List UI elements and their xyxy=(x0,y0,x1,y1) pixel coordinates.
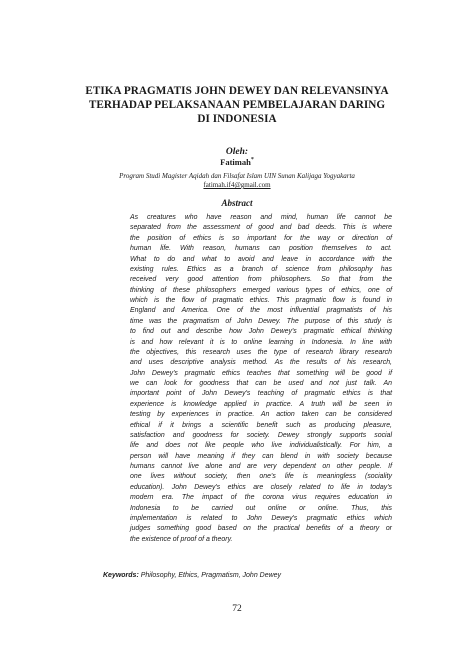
abstract-body xyxy=(130,213,392,545)
abstract-line: existing rules. Ethics as a branch of science from philosophy has xyxy=(130,265,392,273)
author-name xyxy=(0,157,474,167)
keywords-label: Keywords: xyxy=(103,572,139,579)
abstract-line: and uses descriptive analysis method. As the results of his research, xyxy=(130,359,392,367)
author-name-text: Fatimah xyxy=(220,157,251,167)
abstract-line: the position of ethics is so important for the way or direction of xyxy=(130,234,392,242)
abstract-line: which is the flow of pragmatic ethics. This pragmatic flow is found in xyxy=(130,297,392,304)
abstract-line: humans cannot live alone and are very dependent on other people. If xyxy=(130,463,392,470)
title-line-1: ETIKA PRAGMATIS JOHN DEWEY DAN RELEVANSINYA xyxy=(85,85,389,97)
abstract-line: judges something good based on the practical benefits of a theory or xyxy=(130,525,392,533)
keywords xyxy=(103,572,281,579)
abstract-line: What to do and what to avoid and leave in accordance with the xyxy=(130,255,392,263)
abstract-line: ethical if it brings a scientific benefit such as producing pleasure, xyxy=(130,421,392,429)
abstract-line: one lives without society, then one's life is meaningless (sociality xyxy=(130,473,392,481)
title-line-3: DI INDONESIA xyxy=(197,113,277,125)
abstract-heading: Abstract xyxy=(221,198,253,208)
abstract-line: John Dewey's pragmatic ethics teaches that something will be good if xyxy=(130,369,392,377)
abstract-line: time was the pragmatism of John Dewey. The purpose of this study is xyxy=(130,317,392,325)
abstract-line: the existence of proof of a theory. xyxy=(130,535,233,543)
abstract-line: separated from the assessment of good and bad deeds. This is where xyxy=(130,224,392,232)
abstract-line: is and how relevant it is to online learning in Indonesia. In line with xyxy=(130,338,392,346)
abstract-line: to find out and describe how John Dewey's pragmatic ethical thinking xyxy=(130,328,392,336)
abstract-line: human life. With reason, humans can position themselves to act. xyxy=(130,245,392,253)
author-affiliation: Program Studi Magister Aqidah dan Filsafat Islam UIN Sunan Kalijaga Yogyakarta xyxy=(119,172,355,180)
keywords-list: Philosophy, Ethics, Pragmatism, John Dewey xyxy=(138,572,282,579)
abstract-line: Indonesia to be carried out online or online. Thus, this xyxy=(130,504,392,512)
abstract-line: satisfaction and goodness for society. Dewey strongly supports social xyxy=(130,431,392,439)
abstract-line: education). John Dewey's ethics are closely related to life in today's xyxy=(130,483,392,491)
page-number: 72 xyxy=(232,604,242,614)
abstract-line: person will have meaning if they can blend in with society because xyxy=(130,452,392,460)
author-footnote-mark: * xyxy=(250,157,254,164)
paper-title xyxy=(60,84,414,126)
abstract-line: implementation is related to John Dewey's pragmatic ethics which xyxy=(130,514,392,522)
abstract-line: experience is knowledge applied in practice. A truth will be seen in xyxy=(130,400,392,408)
abstract-line: testing by experiences in practice. An action taken can be considered xyxy=(130,411,392,419)
abstract-line: received very good attention from philosophers. So that from the xyxy=(130,276,392,284)
byline-label: Oleh: xyxy=(225,147,249,157)
title-line-2: TERHADAP PELAKSANAAN PEMBELAJARAN DARING xyxy=(88,99,386,111)
author-email-link[interactable]: fatimah.if4@gmail.com xyxy=(203,181,271,189)
abstract-line: life and does not like people who live individualistically. For him, a xyxy=(130,442,392,450)
abstract-line: important point of John Dewey's teaching of pragmatic ethics is that xyxy=(130,390,392,398)
abstract-line: modern era. The impact of the corona virus requires education in xyxy=(130,494,392,502)
author-email xyxy=(0,181,474,189)
abstract-line: As creatures who have reason and mind, human life cannot be xyxy=(130,214,392,221)
abstract-line: we can look for goodness that can be used and not just talk. An xyxy=(130,380,392,387)
abstract-line: the objectives, this research uses the type of research library research xyxy=(130,348,392,356)
abstract-line: England and America. One of the most influential pragmatists of his xyxy=(130,307,392,315)
abstract-line: thinking of these philosophers emerged various types of ethics, one of xyxy=(130,286,392,294)
